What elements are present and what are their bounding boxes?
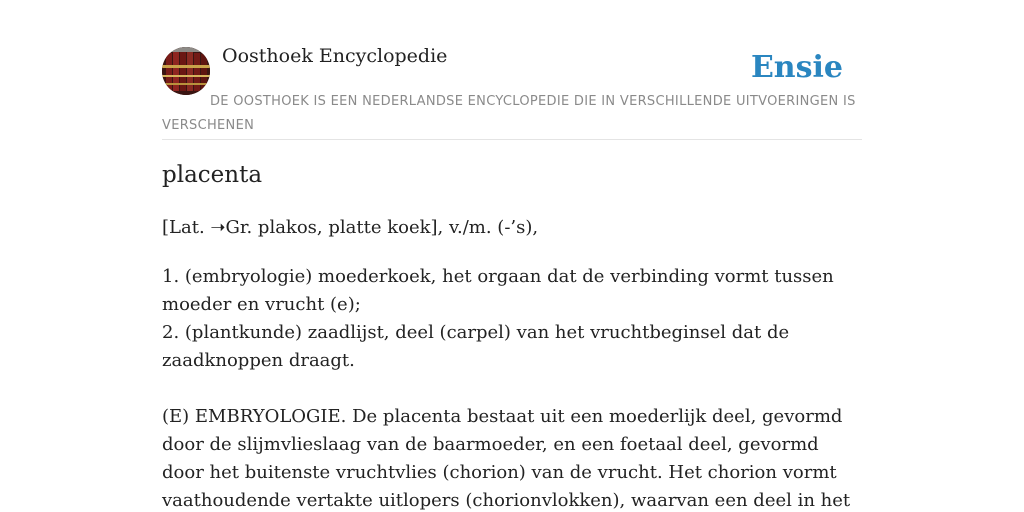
source-avatar[interactable] (162, 47, 210, 95)
encyclopedia-books-icon (162, 47, 210, 95)
entry-etymology: [Lat. ➝Gr. plakos, platte koek], v./m. (-’s), (162, 217, 539, 238)
header (162, 0, 862, 140)
ensie-logo-link[interactable]: Ensie (750, 50, 843, 85)
source-tagline: DE OOSTHOEK IS EEN NEDERLANDSE ENCYCLOPEDIE DIE IN VERSCHILLENDE UITVOERINGEN IS VERSCHENEN (162, 94, 856, 133)
entry-definitions (162, 263, 862, 512)
page (162, 0, 862, 512)
entry-body-text: (E) EMBRYOLOGIE. De placenta bestaat uit een moederlijk deel, gevormd door de slijmvlieslaag van de baarmoeder, en een foetaal deel, gevormd door het buitenste vruchtvlies (chorion) van de vrucht. Het chorion vormt vaathoudende vertakte uitlopers (chorionvlokken), waarvan een deel in het (162, 406, 851, 511)
definition-item: 1. (embryologie) moederkoek, het orgaan dat de verbinding vormt tussen moeder en vrucht (e); (162, 266, 834, 315)
definition-item: 2. (plantkunde) zaadlijst, deel (carpel) van het vruchtbeginsel dat de zaadknoppen draagt. (162, 322, 790, 371)
source-title-link[interactable]: Oosthoek Encyclopedie (222, 45, 448, 67)
entry-title: placenta (162, 162, 263, 188)
